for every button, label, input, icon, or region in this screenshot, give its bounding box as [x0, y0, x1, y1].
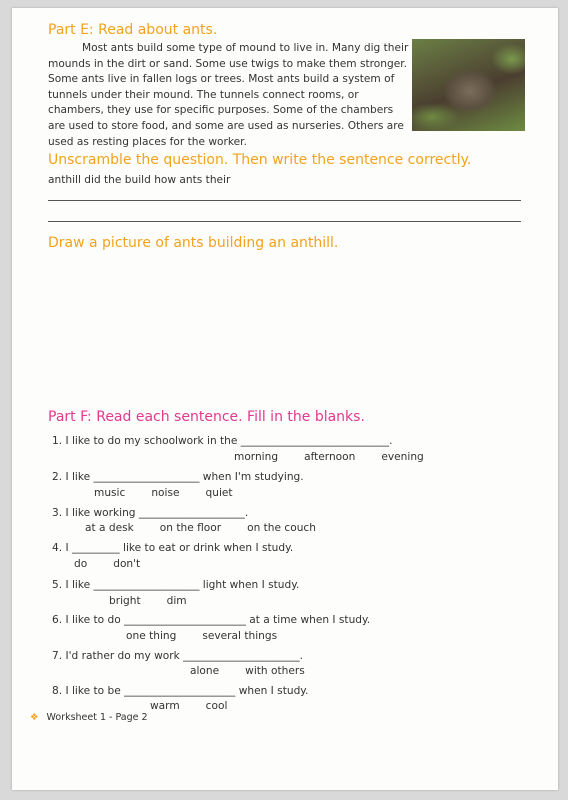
- option[interactable]: on the couch: [247, 522, 316, 534]
- option[interactable]: music: [94, 487, 126, 499]
- question-3-options: [85, 522, 342, 534]
- diamond-star-icon: ❖: [30, 712, 39, 723]
- question-2: 2. I like ____________________ when I'm studying.: [52, 471, 304, 483]
- question-1: 1. I like to do my schoolwork in the ____________________________.: [52, 435, 393, 447]
- part-e-heading: Part E: Read about ants.: [48, 22, 218, 38]
- option[interactable]: on the floor: [159, 522, 222, 534]
- option[interactable]: at a desk: [85, 522, 134, 534]
- unscramble-heading: Unscramble the question. Then write the sentence correctly.: [48, 152, 472, 168]
- option[interactable]: dim: [166, 595, 187, 607]
- ants-paragraph: Most ants build some type of mound to live in. Many dig their mounds in the dirt or sand. Some use twigs to make them stronger. Some ants live in fallen logs or trees. Most ants build a system of tunnels under their mound. The tunnels connect rooms, or chambers, they use for specific purposes. Some of the chambers are used to store food, and some are used as nurseries. Others are used as resting places for the worker.: [48, 42, 409, 148]
- question-5-options: [109, 595, 213, 607]
- option[interactable]: morning: [234, 451, 279, 463]
- option[interactable]: cool: [205, 700, 228, 712]
- worksheet-page: [12, 8, 558, 790]
- scrambled-words: anthill did the build how ants their: [48, 174, 231, 186]
- option[interactable]: bright: [109, 595, 141, 607]
- question-1-options: [234, 451, 450, 463]
- option[interactable]: do: [74, 558, 88, 570]
- footer-label: Worksheet 1 - Page 2: [46, 712, 148, 723]
- part-f-heading: Part F: Read each sentence. Fill in the blanks.: [48, 409, 365, 425]
- anthill-photo: [412, 39, 525, 131]
- question-5: 5. I like ____________________ light when I study.: [52, 579, 300, 591]
- question-3: 3. I like working ____________________.: [52, 507, 249, 519]
- option[interactable]: one thing: [126, 630, 177, 642]
- writing-line-2[interactable]: [48, 221, 521, 222]
- option[interactable]: quiet: [205, 487, 233, 499]
- option[interactable]: several things: [202, 630, 278, 642]
- question-4-options: [74, 558, 166, 570]
- question-8: 8. I like to be _____________________ when I study.: [52, 685, 309, 697]
- question-8-options: [150, 700, 253, 712]
- option[interactable]: with others: [245, 665, 305, 677]
- writing-line-1[interactable]: [48, 200, 521, 201]
- option[interactable]: warm: [150, 700, 180, 712]
- page-footer: [30, 712, 148, 723]
- question-7: 7. I'd rather do my work ______________________.: [52, 650, 303, 662]
- question-4: 4. I _________ like to eat or drink when I study.: [52, 542, 294, 554]
- question-7-options: [190, 665, 331, 677]
- option[interactable]: alone: [190, 665, 220, 677]
- option[interactable]: evening: [381, 451, 424, 463]
- question-6-options: [126, 630, 303, 642]
- question-2-options: [94, 487, 259, 499]
- question-6: 6. I like to do _______________________ at a time when I study.: [52, 614, 371, 626]
- drawing-area[interactable]: [48, 258, 521, 398]
- draw-heading: Draw a picture of ants building an anthill.: [48, 235, 339, 251]
- option[interactable]: noise: [151, 487, 180, 499]
- option[interactable]: don't: [113, 558, 141, 570]
- option[interactable]: afternoon: [304, 451, 356, 463]
